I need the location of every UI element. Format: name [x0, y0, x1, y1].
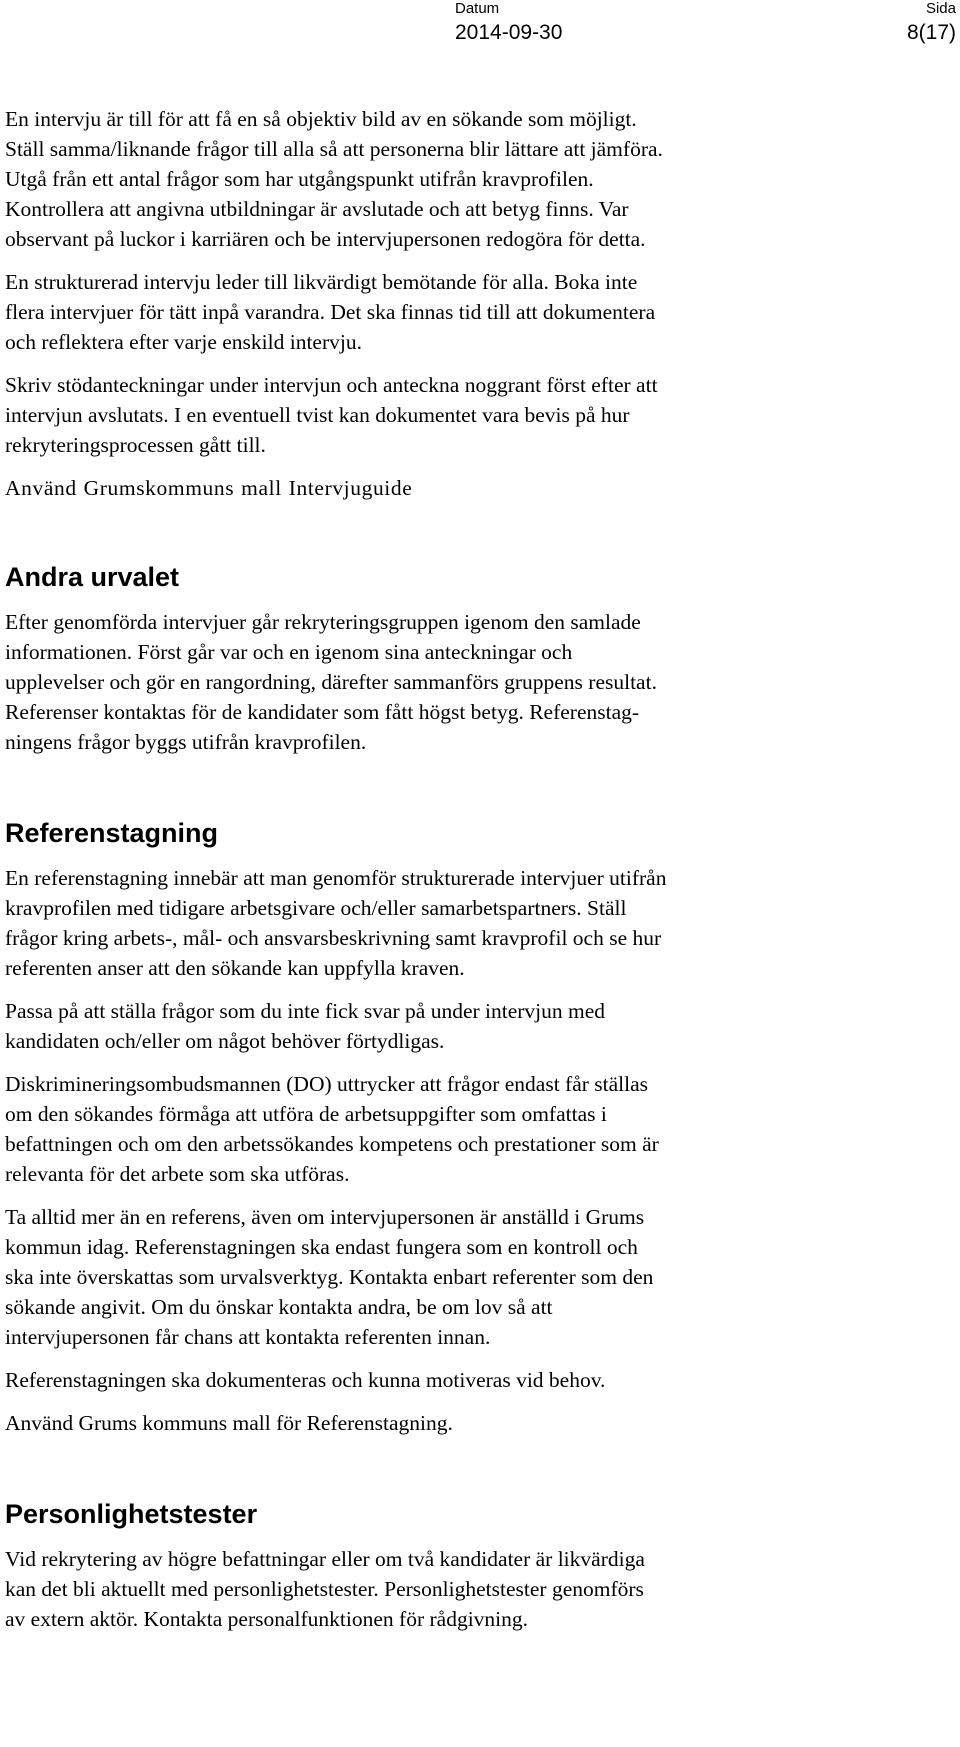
text-line: befattningen och om den arbetssökandes kompetens och prestationer som är [5, 1132, 659, 1156]
text-line: Ställ samma/liknande frågor till alla så att personerna blir lättare att jämföra. [5, 137, 663, 161]
text-line: intervjun avslutats. I en eventuell tvist kan dokumentet vara bevis på hur [5, 403, 630, 427]
personlighetstester-paragraph-1 [5, 1544, 885, 1634]
date-label: Datum [455, 0, 500, 17]
referenstagning-paragraph-5 [5, 1365, 885, 1395]
intro-paragraph-1 [5, 104, 885, 254]
page-header [0, 0, 960, 60]
section-spacer [5, 516, 885, 560]
andra-urvalet-paragraph-1 [5, 607, 885, 757]
text-line: om den sökandes förmåga att utföra de arbetsuppgifter som omfattas i [5, 1102, 607, 1126]
text-line: upplevelser och gör en rangordning, därefter sammanförs gruppens resultat. [5, 670, 657, 694]
text-line: Utgå från ett antal frågor som har utgångspunkt utifrån kravprofilen. [5, 167, 594, 191]
text-line: En referenstagning innebär att man genomför strukturerade intervjuer utifrån [5, 866, 667, 890]
heading-andra-urvalet: Andra urvalet [5, 562, 180, 592]
text-line: Använd Grums kommuns mall för Referenstagning. [5, 1411, 453, 1435]
referenstagning-template-reference [5, 1408, 885, 1438]
text-line: intervjupersonen får chans att kontakta referenten innan. [5, 1325, 491, 1349]
text-line: kravprofilen med tidigare arbetsgivare och/eller samarbetspartners. Ställ [5, 896, 627, 920]
text-line: Diskrimineringsombudsmannen (DO) uttrycker att frågor endast får ställas [5, 1072, 649, 1096]
referenstagning-paragraph-4 [5, 1202, 885, 1352]
intro-paragraph-2 [5, 267, 885, 357]
document-body [5, 104, 885, 1647]
text-line: relevanta för det arbete som ska utföras. [5, 1162, 350, 1186]
text-line: sökande angivit. Om du önskar kontakta andra, be om lov så att [5, 1295, 553, 1319]
text-line: kandidaten och/eller om något behöver förtydligas. [5, 1029, 445, 1053]
text-line: Vid rekrytering av högre befattningar eller om två kandidater är likvärdiga [5, 1547, 645, 1571]
intro-paragraph-3 [5, 370, 885, 460]
page-label: Sida [925, 0, 956, 17]
text-line: En strukturerad intervju leder till likvärdigt bemötande för alla. Boka inte [5, 270, 638, 294]
text-line: ningens frågor byggs utifrån kravprofilen. [5, 730, 367, 754]
section-spacer [5, 770, 885, 816]
text-line: informationen. Först går var och en igenom sina anteckningar och [5, 640, 573, 664]
referenstagning-paragraph-3 [5, 1069, 885, 1189]
text-line: Kontrollera att angivna utbildningar är avslutade och att betyg finns. Var [5, 197, 629, 221]
text-line: Skriv stödanteckningar under intervjun och anteckna noggrant först efter att [5, 373, 658, 397]
text-line: flera intervjuer för tätt inpå varandra. Det ska finnas tid till att dokumentera [5, 300, 656, 324]
date-value: 2014-09-30 [455, 21, 563, 44]
text-line: rekryteringsprocessen gått till. [5, 433, 266, 457]
text-line: och reflektera efter varje enskild intervju. [5, 330, 362, 354]
text-line: En intervju är till för att få en så objektiv bild av en sökande som möjligt. [5, 107, 637, 131]
text-line: ska inte överskattas som urvalsverktyg. Kontakta enbart referenter som den [5, 1265, 654, 1289]
text-line: Efter genomförda intervjuer går rekryteringsgruppen igenom den samlade [5, 610, 641, 634]
heading-referenstagning: Referenstagning [5, 818, 219, 848]
referenstagning-paragraph-2 [5, 996, 885, 1056]
text-line: observant på luckor i karriären och be intervjupersonen redogöra för detta. [5, 227, 646, 251]
text-line: Referenstagningen ska dokumenteras och kunna motiveras vid behov. [5, 1368, 606, 1392]
text-line: Passa på att ställa frågor som du inte fick svar på under intervjun med [5, 999, 606, 1023]
text-line: frågor kring arbets-, mål- och ansvarsbeskrivning samt kravprofil och se hur [5, 926, 662, 950]
page-number: 8(17) [906, 21, 956, 44]
text-line: referenten anser att den sökande kan uppfylla kraven. [5, 956, 465, 980]
text-line: av extern aktör. Kontakta personalfunktionen för rådgivning. [5, 1607, 529, 1631]
text-line: Använd Grumskommuns mall Intervjuguide [5, 476, 413, 500]
section-spacer [5, 1451, 885, 1497]
text-line: kan det bli aktuellt med personlighetstester. Personlighetstester genomförs [5, 1577, 644, 1601]
heading-personlighetstester: Personlighetstester [5, 1499, 258, 1529]
referenstagning-paragraph-1 [5, 863, 885, 983]
text-line: Ta alltid mer än en referens, även om intervjupersonen är anställd i Grums [5, 1205, 645, 1229]
intro-template-reference [5, 473, 885, 503]
text-line: Referenser kontaktas för de kandidater som fått högst betyg. Referenstag- [5, 700, 640, 724]
text-line: kommun idag. Referenstagningen ska endast fungera som en kontroll och [5, 1235, 638, 1259]
